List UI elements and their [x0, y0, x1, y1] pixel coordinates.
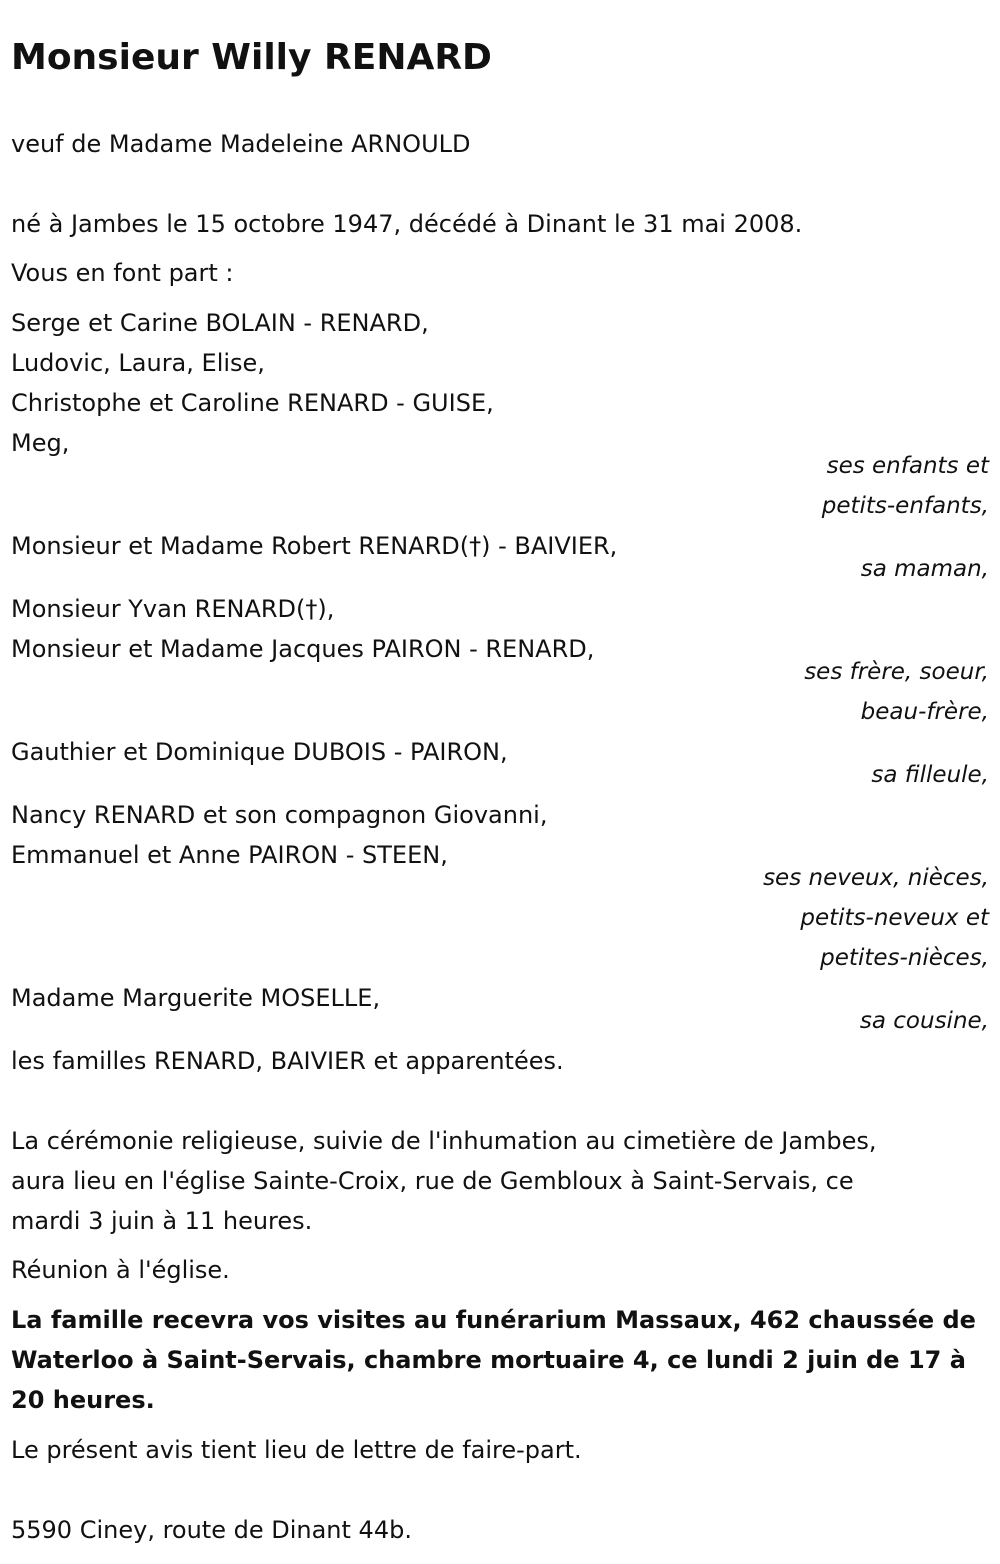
address-line: 5590 Ciney, route de Dinant 44b. — [11, 1516, 412, 1544]
intro-line: Vous en font part : — [11, 259, 234, 287]
relation-label: sa filleule, — [871, 762, 989, 788]
ceremony-line: La cérémonie religieuse, suivie de l'inhumation au cimetière de Jambes, — [11, 1127, 877, 1155]
relation-label: sa maman, — [860, 556, 989, 582]
family-line: Nancy RENARD et son compagnon Giovanni, — [11, 801, 548, 829]
visits-line: Waterloo à Saint-Servais, chambre mortuaire 4, ce lundi 2 juin de 17 à — [11, 1346, 966, 1374]
family-line: Emmanuel et Anne PAIRON - STEEN, — [11, 841, 448, 869]
relation-label: petits-enfants, — [821, 493, 989, 519]
meeting-line: Réunion à l'église. — [11, 1256, 230, 1284]
family-line: Monsieur et Madame Robert RENARD(†) - BAIVIER, — [11, 532, 618, 560]
family-line: Serge et Carine BOLAIN - RENARD, — [11, 309, 429, 337]
visits-line: La famille recevra vos visites au funérarium Massaux, 462 chaussée de — [11, 1306, 976, 1334]
visits-line: 20 heures. — [11, 1386, 155, 1414]
family-line: les familles RENARD, BAIVIER et apparentées. — [11, 1047, 564, 1075]
family-line: Gauthier et Dominique DUBOIS - PAIRON, — [11, 738, 508, 766]
ceremony-line: mardi 3 juin à 11 heures. — [11, 1207, 313, 1235]
relation-label: sa cousine, — [859, 1008, 989, 1034]
family-line: Ludovic, Laura, Elise, — [11, 349, 265, 377]
family-line: Monsieur et Madame Jacques PAIRON - RENARD, — [11, 635, 595, 663]
family-line: Christophe et Caroline RENARD - GUISE, — [11, 389, 494, 417]
widow-line: veuf de Madame Madeleine ARNOULD — [11, 130, 471, 158]
notice-line: Le présent avis tient lieu de lettre de faire-part. — [11, 1436, 582, 1464]
family-line: Monsieur Yvan RENARD(†), — [11, 595, 335, 623]
relation-label: ses enfants et — [826, 453, 989, 479]
relation-label: ses frère, soeur, — [804, 659, 989, 685]
ceremony-line: aura lieu en l'église Sainte-Croix, rue de Gembloux à Saint-Servais, ce — [11, 1167, 854, 1195]
birth-death-line: né à Jambes le 15 octobre 1947, décédé à Dinant le 31 mai 2008. — [11, 210, 803, 238]
relation-label: ses neveux, nièces, — [763, 865, 989, 891]
relation-label: petits-neveux et — [800, 905, 989, 931]
page-title: Monsieur Willy RENARD — [11, 37, 492, 78]
relation-label: beau-frère, — [860, 699, 989, 725]
relation-label: petites-nièces, — [820, 945, 989, 971]
family-line: Meg, — [11, 429, 70, 457]
family-line: Madame Marguerite MOSELLE, — [11, 984, 381, 1012]
